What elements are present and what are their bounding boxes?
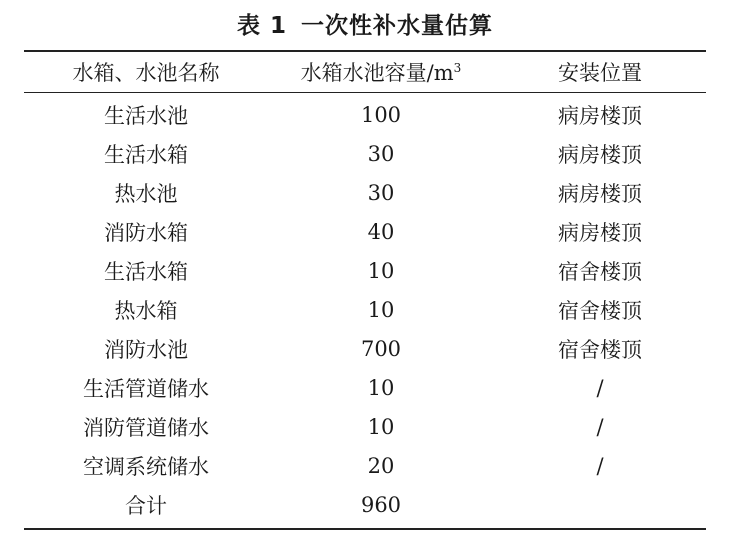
cell-name: 空调系统储水 [83,454,209,479]
cell-location: / [596,453,604,478]
cell-capacity: 30 [367,180,395,205]
table-title: 一次性补水量估算 [301,13,493,39]
table-row [24,251,706,290]
cell-capacity: 10 [367,297,395,322]
table-body [24,93,706,528]
cell-capacity: 10 [367,414,395,439]
cell-capacity: 30 [367,141,395,166]
header-location: 安装位置 [558,61,642,85]
cell-name: 热水池 [114,181,178,206]
cell-name: 消防管道储水 [83,415,209,440]
cell-location: 病房楼顶 [558,103,642,128]
table-row [24,95,706,134]
header-capacity-sup: 3 [453,61,462,75]
table-row [24,212,706,251]
cell-location: 宿舍楼顶 [558,259,642,284]
table-row [24,290,706,329]
cell-name: 热水箱 [114,298,178,323]
cell-name: 消防水池 [104,337,188,362]
cell-name: 生活水池 [104,103,188,128]
cell-name: 消防水箱 [104,220,188,245]
cell-name: 生活管道储水 [83,376,209,401]
cell-capacity: 20 [367,453,395,478]
cell-location: 病房楼顶 [558,142,642,167]
cell-capacity: 10 [367,258,395,283]
cell-location: 宿舍楼顶 [558,298,642,323]
cell-name: 生活水箱 [104,142,188,167]
table-row [24,407,706,446]
header-capacity-text: 水箱水池容量/m [300,61,454,85]
water-supply-table [24,50,706,530]
table-header-row [24,52,706,93]
cell-location: / [596,414,604,439]
header-capacity [268,57,494,87]
cell-name: 合计 [125,493,167,518]
cell-location: 病房楼顶 [558,181,642,206]
table-row [24,134,706,173]
cell-capacity: 40 [367,219,395,244]
table-row [24,329,706,368]
table-row-total [24,485,706,524]
cell-location: 病房楼顶 [558,220,642,245]
cell-capacity: 10 [367,375,395,400]
cell-capacity: 960 [360,492,402,517]
table-row [24,173,706,212]
header-name: 水箱、水池名称 [72,61,220,85]
cell-location: 宿舍楼顶 [558,337,642,362]
table-number: 表 1 [236,13,287,39]
cell-capacity: 700 [360,336,402,361]
cell-capacity: 100 [360,102,402,127]
table-row [24,368,706,407]
table-row [24,446,706,485]
cell-location: / [596,375,604,400]
table-caption [0,8,730,44]
cell-name: 生活水箱 [104,259,188,284]
